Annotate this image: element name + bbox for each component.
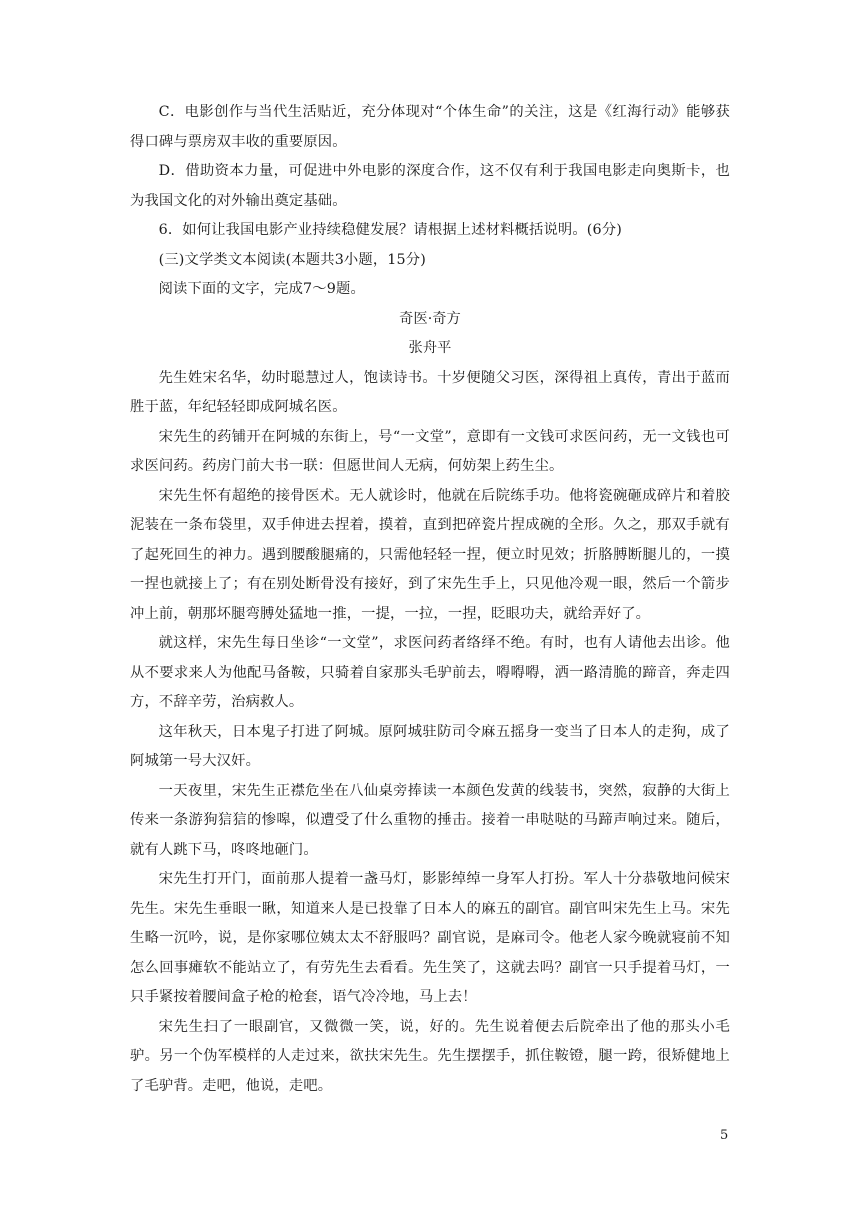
story-paragraph: 宋先生扫了一眼副官，又微微一笑，说，好的。先生说着便去后院牵出了他的那头小毛驴。另一个伪军模样的人走过来，欲扶宋先生。先生摆摆手，抓住鞍镫，腿一跨，很矫健地上了毛驴背。走吧，他说，走吧。 [130,1018,730,1094]
story-paragraph: 就这样，宋先生每日坐诊“一文堂”，求医问药者络绎不绝。有时，也有人请他去出诊。他从不要求来人为他配马备鞍，只骑着自家那头毛驴前去，嘚嘚嘚，洒一路清脆的蹄音，奔走四方，不辞辛劳，治病救人。 [130,635,730,710]
page-content [130,98,730,1101]
story-title: 奇医·奇方 [399,310,461,327]
story-paragraph: 这年秋天，日本鬼子打进了阿城。原阿城驻防司令麻五摇身一变当了日本人的走狗，成了阿城第一号大汉奸。 [130,723,730,769]
option-c-text: C．电影创作与当代生活贴近，充分体现对“个体生命”的关注，这是《红海行动》能够获得口碑与票房双丰收的重要原因。 [130,104,730,150]
option-d-text: D．借助资本力量，可促进中外电影的深度合作，这不仅有利于我国电影走向奥斯卡，也为我国文化的对外输出奠定基础。 [130,163,730,209]
story-paragraph: 宋先生打开门，面前那人提着一盏马灯，影影绰绰一身军人打扮。军人十分恭敬地问候宋先生。宋先生垂眼一瞅，知道来人是已投靠了日本人的麻五的副官。副官叫宋先生上马。宋先生略一沉吟，说，是你家哪位姨太太不舒服吗？副官说，是麻司令。他老人家今晚就寝前不知怎么回事瘫软不能站立了，有劳先生去看看。先生笑了，这就去吗？副官一只手提着马灯，一只手紧按着腰间盒子枪的枪套，语气冷冷地，马上去！ [130,871,730,1005]
story-paragraph: 一天夜里，宋先生正襟危坐在八仙桌旁捧读一本颜色发黄的线装书，突然，寂静的大街上传来一条游狗狺狺的惨嗥，似遭受了什么重物的捶击。接着一串哒哒的马蹄声响过来。随后，就有人跳下马，咚咚地砸门。 [130,782,730,858]
page-number: 5 [720,1128,729,1143]
story-author: 张舟平 [408,340,452,356]
story-paragraph: 宋先生的药铺开在阿城的东街上，号“一文堂”，意即有一文钱可求医问药，无一文钱也可求医问药。药房门前大书一联：但愿世间人无病，何妨架上药生尘。 [130,428,730,474]
section-heading: (三)文学类文本阅读(本题共3小题，15分) [158,251,426,268]
story-paragraph: 先生姓宋名华，幼时聪慧过人，饱读诗书。十岁便随父习医，深得祖上真传，青出于蓝而胜于蓝，年纪轻轻即成阿城名医。 [130,369,730,415]
story-paragraph: 宋先生怀有超绝的接骨医术。无人就诊时，他就在后院练手功。他将瓷碗砸成碎片和着胶泥装在一条布袋里，双手伸进去捏着，摸着，直到把碎瓷片捏成碗的全形。久之，那双手就有了起死回生的神力。遇到腰酸腿痛的，只需他轻轻一捏，便立时见效；折胳膊断腿儿的，一摸一捏也就接上了；有在别处断骨没有接好，到了宋先生手上，只见他冷观一眼，然后一个箭步冲上前，朝那坏腿弯膊处猛地一推，一提，一拉，一捏，眨眼功夫，就给弄好了。 [130,487,730,622]
question-6-text: 6．如何让我国电影产业持续稳健发展？请根据上述材料概括说明。(6分) [158,222,622,238]
reading-instruction: 阅读下面的文字，完成7～9题。 [158,281,365,297]
